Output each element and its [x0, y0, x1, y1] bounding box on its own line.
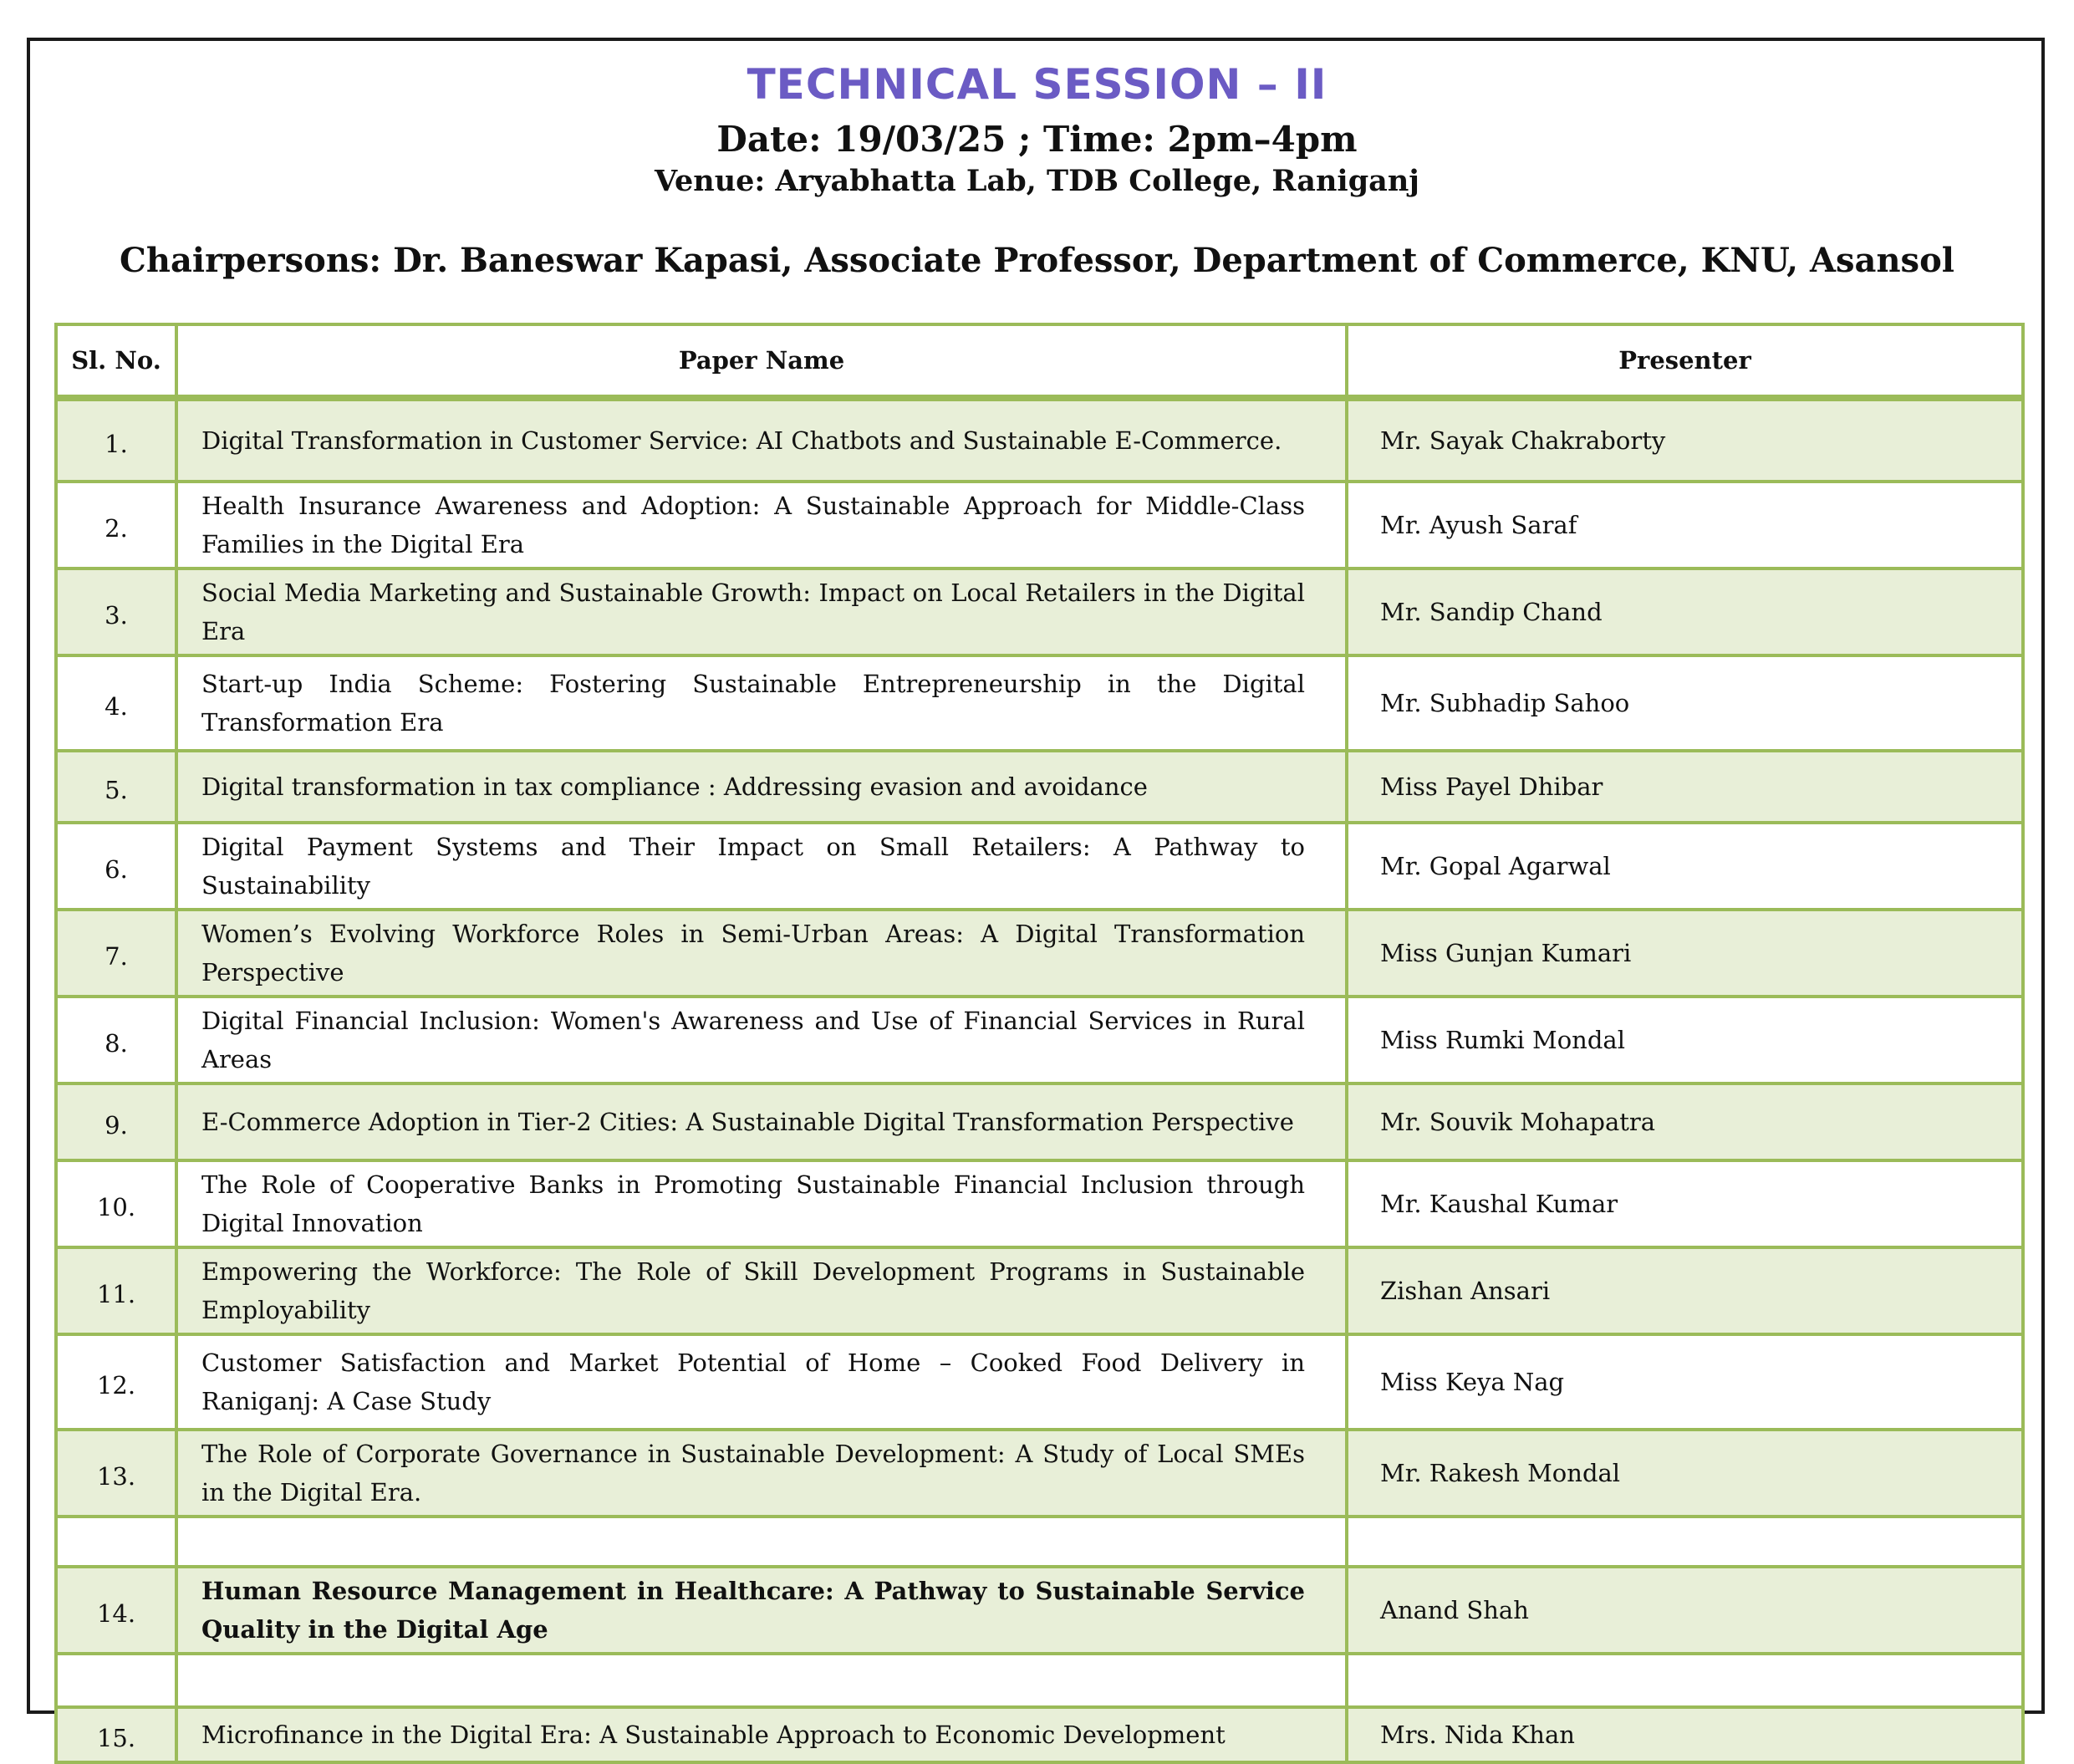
table-row-empty: [56, 1517, 2023, 1567]
table-row: [56, 1334, 2023, 1430]
sl-no-cell: 9.: [56, 1083, 176, 1160]
sl-no-cell: [56, 1517, 176, 1567]
paper-name-cell: Social Media Marketing and Sustainable Growth: Impact on Local Retailers in the Digital Era: [176, 568, 1347, 655]
table-row: [56, 568, 2023, 655]
paper-name-cell: [176, 1654, 1347, 1707]
paper-name-cell: [176, 1517, 1347, 1567]
sl-no-cell: 8.: [56, 997, 176, 1083]
presenter-cell: Mr. Ayush Saraf: [1347, 482, 2023, 568]
sl-no-cell: 15.: [56, 1707, 176, 1762]
table-row: [56, 482, 2023, 568]
sl-no-cell: [56, 1654, 176, 1707]
presenter-cell: Miss Keya Nag: [1347, 1334, 2023, 1430]
presenter-cell: Mr. Rakesh Mondal: [1347, 1430, 2023, 1517]
paper-name-cell: Customer Satisfaction and Market Potential of Home – Cooked Food Delivery in Raniganj: A Case Study: [176, 1334, 1347, 1430]
schedule-table: [54, 323, 2025, 1764]
presenter-cell: Mr. Sayak Chakraborty: [1347, 398, 2023, 482]
table-row: [56, 1247, 2023, 1334]
session-chairpersons: Chairpersons: Dr. Baneswar Kapasi, Associate Professor, Department of Commerce, KNU, Asansol: [120, 241, 1954, 280]
presenter-cell: [1347, 1517, 2023, 1567]
presenter-cell: Zishan Ansari: [1347, 1247, 2023, 1334]
presenter-cell: Mr. Souvik Mohapatra: [1347, 1083, 2023, 1160]
presenter-cell: Mr. Subhadip Sahoo: [1347, 655, 2023, 751]
session-title: TECHNICAL SESSION – II: [747, 60, 1327, 109]
paper-name-cell: Start-up India Scheme: Fostering Sustainable Entrepreneurship in the Digital Transformation Era: [176, 655, 1347, 751]
paper-name-cell: Digital Transformation in Customer Service: AI Chatbots and Sustainable E-Commerce.: [176, 398, 1347, 482]
table-row: [56, 1430, 2023, 1517]
paper-name-cell: Microfinance in the Digital Era: A Sustainable Approach to Economic Development: [176, 1707, 1347, 1762]
presenter-cell: [1347, 1654, 2023, 1707]
sl-no-cell: 2.: [56, 482, 176, 568]
column-header-paper-name: Paper Name: [176, 324, 1347, 398]
sl-no-cell: 1.: [56, 398, 176, 482]
sl-no-cell: 11.: [56, 1247, 176, 1334]
paper-name-cell: Digital Payment Systems and Their Impact on Small Retailers: A Pathway to Sustainability: [176, 823, 1347, 910]
table-row: [56, 655, 2023, 751]
paper-name-cell: Digital transformation in tax compliance : Addressing evasion and avoidance: [176, 751, 1347, 823]
presenter-cell: Miss Gunjan Kumari: [1347, 910, 2023, 997]
table-row: [56, 1160, 2023, 1247]
table-row: [56, 910, 2023, 997]
table-row: [56, 398, 2023, 482]
paper-name-cell: The Role of Corporate Governance in Sustainable Development: A Study of Local SMEs in the Digital Era.: [176, 1430, 1347, 1517]
table-row: [56, 1707, 2023, 1762]
presenter-cell: Miss Rumki Mondal: [1347, 997, 2023, 1083]
presenter-cell: Mr. Sandip Chand: [1347, 568, 2023, 655]
table-header-row: [56, 324, 2023, 398]
sl-no-cell: 5.: [56, 751, 176, 823]
paper-name-cell: Health Insurance Awareness and Adoption: A Sustainable Approach for Middle-Class Families in the Digital Era: [176, 482, 1347, 568]
table-row-empty: [56, 1654, 2023, 1707]
sl-no-cell: 4.: [56, 655, 176, 751]
table-row: [56, 997, 2023, 1083]
presenter-cell: Mr. Kaushal Kumar: [1347, 1160, 2023, 1247]
session-date-time: Date: 19/03/25 ; Time: 2pm–4pm: [716, 119, 1358, 160]
table-row: [56, 1083, 2023, 1160]
table-row: [56, 823, 2023, 910]
paper-name-cell: Digital Financial Inclusion: Women's Awareness and Use of Financial Services in Rural Areas: [176, 997, 1347, 1083]
sl-no-cell: 3.: [56, 568, 176, 655]
presenter-cell: Anand Shah: [1347, 1567, 2023, 1654]
sl-no-cell: 6.: [56, 823, 176, 910]
sl-no-cell: 7.: [56, 910, 176, 997]
sl-no-cell: 10.: [56, 1160, 176, 1247]
presenter-cell: Mrs. Nida Khan: [1347, 1707, 2023, 1762]
column-header-sl-no: Sl. No.: [56, 324, 176, 398]
presenter-cell: Mr. Gopal Agarwal: [1347, 823, 2023, 910]
table-row: [56, 1567, 2023, 1654]
paper-name-cell: The Role of Cooperative Banks in Promoting Sustainable Financial Inclusion through Digital Innovation: [176, 1160, 1347, 1247]
paper-name-cell: Human Resource Management in Healthcare: A Pathway to Sustainable Service Quality in the Digital Age: [176, 1567, 1347, 1654]
sl-no-cell: 12.: [56, 1334, 176, 1430]
sl-no-cell: 13.: [56, 1430, 176, 1517]
session-venue: Venue: Aryabhatta Lab, TDB College, Raniganj: [655, 164, 1419, 198]
column-header-presenter: Presenter: [1347, 324, 2023, 398]
presenter-cell: Miss Payel Dhibar: [1347, 751, 2023, 823]
sl-no-cell: 14.: [56, 1567, 176, 1654]
paper-name-cell: Women’s Evolving Workforce Roles in Semi-Urban Areas: A Digital Transformation Perspective: [176, 910, 1347, 997]
table-row: [56, 751, 2023, 823]
paper-name-cell: E-Commerce Adoption in Tier-2 Cities: A Sustainable Digital Transformation Perspective: [176, 1083, 1347, 1160]
paper-name-cell: Empowering the Workforce: The Role of Skill Development Programs in Sustainable Employability: [176, 1247, 1347, 1334]
